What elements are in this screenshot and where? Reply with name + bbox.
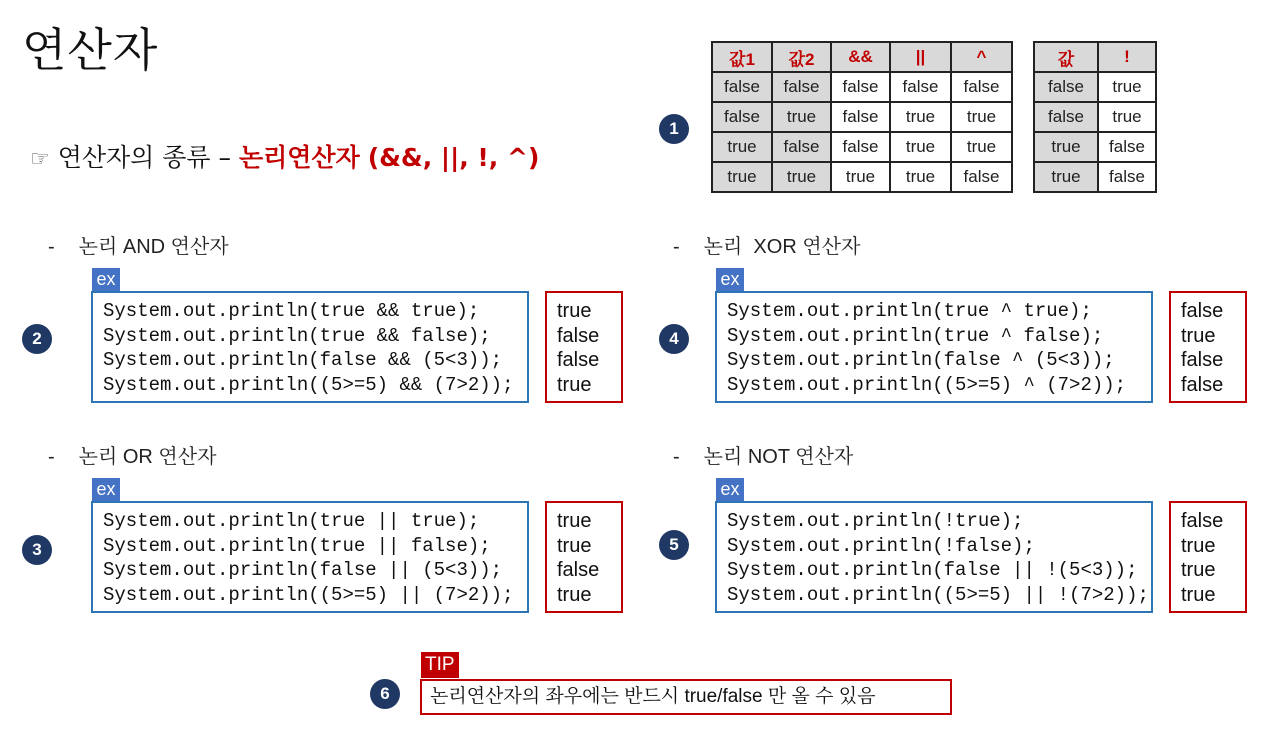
code-box-xor [715, 291, 1153, 403]
result-box-xor [1169, 291, 1247, 403]
table-cell: true [951, 132, 1012, 162]
header-cell: || [890, 42, 951, 72]
code-line: System.out.println(true || false); [103, 534, 491, 557]
result-line: true [1181, 324, 1216, 347]
code-line: System.out.println(true || true); [103, 510, 480, 532]
table-cell: true [1098, 72, 1156, 102]
result-line: false [1181, 300, 1224, 322]
subtitle [30, 138, 539, 174]
result-line: true [1181, 534, 1216, 557]
result-line: true [1181, 559, 1216, 582]
section-label-and [48, 230, 229, 259]
result-line: true [557, 374, 592, 397]
table-header-row [1034, 42, 1156, 72]
code-line: System.out.println(true ^ false); [727, 324, 1104, 347]
result-line: false [1181, 349, 1224, 372]
table-cell: false [1034, 102, 1098, 132]
ex-tag: ex [92, 478, 120, 501]
bullet-dash: - [673, 446, 680, 468]
tip-tag: TIP [421, 652, 459, 678]
bullet-dash: - [673, 236, 680, 258]
section-title: 논리 OR 연산자 [78, 446, 217, 468]
table-cell: false [1098, 162, 1156, 192]
subtitle-prefix: 연산자의 종류 – [57, 143, 232, 172]
section-label-xor [673, 230, 860, 259]
header-cell: 값2 [772, 42, 831, 72]
code-line: System.out.println(true ^ true); [727, 300, 1092, 322]
result-line: false [1181, 374, 1224, 397]
table-cell: true [831, 162, 890, 192]
ex-tag: ex [92, 268, 120, 291]
table-cell: true [951, 102, 1012, 132]
table-row [712, 162, 1012, 192]
table-cell: false [712, 102, 772, 132]
table-cell: true [772, 102, 831, 132]
result-line: true [557, 510, 592, 532]
table-cell: false [831, 102, 890, 132]
code-box-not [715, 501, 1153, 613]
code-line: System.out.println(true && true); [103, 300, 480, 322]
table-row [712, 102, 1012, 132]
code-line: System.out.println(!false); [727, 534, 1035, 557]
table-row [1034, 102, 1156, 132]
result-line: true [1181, 584, 1216, 607]
result-line: false [1181, 510, 1224, 532]
ex-tag: ex [716, 268, 744, 291]
header-cell: && [831, 42, 890, 72]
table-cell: true [1034, 162, 1098, 192]
bullet-dash: - [48, 446, 55, 468]
result-line: false [557, 559, 600, 582]
code-line: System.out.println((5>=5) || (7>2)); [103, 584, 514, 607]
table-cell: false [831, 132, 890, 162]
code-line: System.out.println(true && false); [103, 324, 491, 347]
number-badge-3: 3 [22, 535, 52, 565]
section-label-or [48, 440, 216, 469]
number-badge-6: 6 [370, 679, 400, 709]
table-row [1034, 72, 1156, 102]
code-line: System.out.println(!true); [727, 510, 1024, 532]
result-line: true [557, 300, 592, 322]
header-cell: 값1 [712, 42, 772, 72]
table-cell: false [951, 162, 1012, 192]
table-cell: false [951, 72, 1012, 102]
tip-box: 논리연산자의 좌우에는 반드시 true/false 만 올 수 있음 [420, 679, 952, 715]
header-cell: ^ [951, 42, 1012, 72]
table-cell: false [1098, 132, 1156, 162]
result-box-or [545, 501, 623, 613]
code-line: System.out.println((5>=5) && (7>2)); [103, 374, 514, 397]
table-row [712, 132, 1012, 162]
bullet-dash: - [48, 236, 55, 258]
subtitle-operators: (&&, ||, !, ^) [367, 143, 540, 172]
result-line: true [557, 534, 592, 557]
table-cell: false [712, 72, 772, 102]
result-line: false [557, 349, 600, 372]
table-cell: false [831, 72, 890, 102]
not-truth-table [1033, 41, 1157, 193]
table-cell: true [1098, 102, 1156, 132]
header-cell: 값 [1034, 42, 1098, 72]
subtitle-highlight: 논리연산자 [238, 143, 360, 172]
page-title: 연산자 [22, 23, 159, 77]
code-line: System.out.println((5>=5) || !(7>2)); [727, 584, 1149, 607]
code-line: System.out.println(false || (5<3)); [103, 559, 503, 582]
table-cell: true [1034, 132, 1098, 162]
section-title: 논리 NOT 연산자 [703, 446, 854, 468]
code-box-and [91, 291, 529, 403]
code-line: System.out.println((5>=5) ^ (7>2)); [727, 374, 1127, 397]
ex-tag: ex [716, 478, 744, 501]
table-cell: true [712, 162, 772, 192]
section-title: 논리 AND 연산자 [78, 236, 229, 258]
result-box-and [545, 291, 623, 403]
pointing-hand-icon: ☞ [30, 147, 50, 172]
section-label-not [673, 440, 853, 469]
table-cell: false [890, 72, 951, 102]
table-cell: false [772, 132, 831, 162]
table-row [1034, 132, 1156, 162]
table-cell: false [772, 72, 831, 102]
table-cell: true [772, 162, 831, 192]
number-badge-5: 5 [659, 530, 689, 560]
table-cell: false [1034, 72, 1098, 102]
table-row [712, 72, 1012, 102]
table-cell: true [890, 162, 951, 192]
number-badge-4: 4 [659, 324, 689, 354]
result-box-not [1169, 501, 1247, 613]
section-title: 논리 XOR 연산자 [703, 236, 861, 258]
result-line: false [557, 324, 600, 347]
binary-truth-table [711, 41, 1013, 193]
code-box-or [91, 501, 529, 613]
table-header-row [712, 42, 1012, 72]
code-line: System.out.println(false || !(5<3)); [727, 559, 1138, 582]
header-cell: ! [1098, 42, 1156, 72]
code-line: System.out.println(false && (5<3)); [103, 349, 503, 372]
number-badge-1: 1 [659, 114, 689, 144]
table-row [1034, 162, 1156, 192]
result-line: true [557, 584, 592, 607]
number-badge-2: 2 [22, 324, 52, 354]
code-line: System.out.println(false ^ (5<3)); [727, 349, 1115, 372]
table-cell: true [712, 132, 772, 162]
table-cell: true [890, 132, 951, 162]
table-cell: true [890, 102, 951, 132]
